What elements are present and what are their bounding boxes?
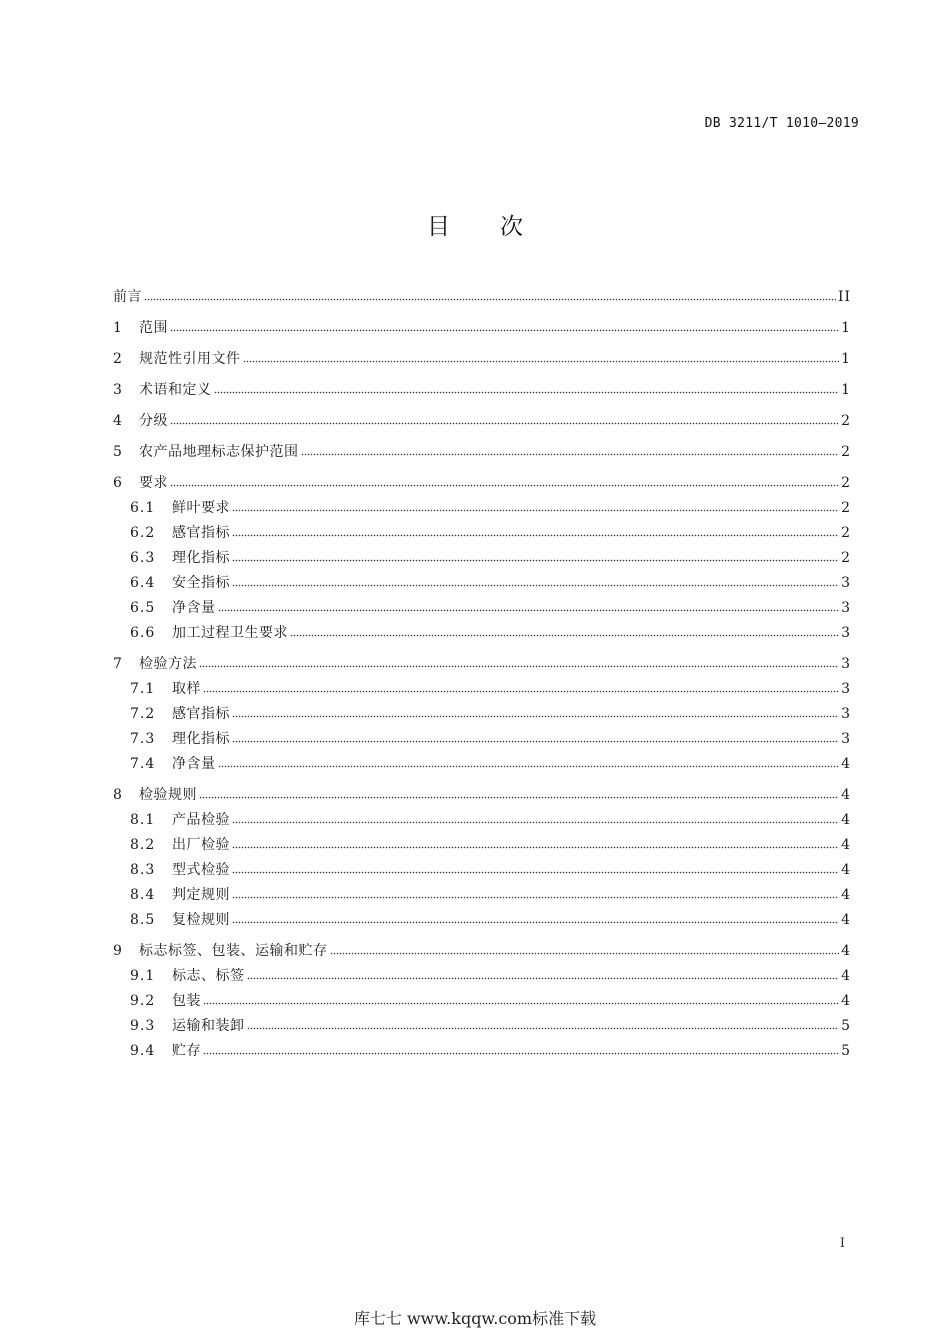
toc-entry[interactable] — [113, 349, 851, 374]
page-number: I — [839, 1236, 845, 1251]
toc-entry-number: 6.2 — [130, 525, 156, 541]
toc-entry-page: II — [837, 289, 851, 305]
toc-entry-page: 4 — [841, 887, 851, 903]
toc-entry-label: 净含量 — [172, 600, 216, 616]
toc-entry[interactable] — [113, 991, 851, 1016]
toc-entry-number: 8.5 — [130, 912, 156, 928]
toc-dot-leader — [232, 860, 839, 874]
toc-entry-label: 安全指标 — [172, 575, 230, 591]
toc-entry-label: 检验规则 — [139, 787, 197, 803]
toc-entry[interactable] — [113, 654, 851, 679]
toc-entry-page: 4 — [841, 837, 851, 853]
toc-entry[interactable] — [113, 754, 851, 779]
toc-entry-page: 2 — [841, 525, 851, 541]
toc-entry-number: 7.2 — [130, 706, 156, 722]
toc-entry-page: 5 — [841, 1018, 851, 1034]
toc-entry-number: 9 — [113, 943, 123, 959]
toc-entry[interactable] — [113, 704, 851, 729]
toc-entry-page: 1 — [841, 320, 851, 336]
toc-dot-leader — [247, 1016, 840, 1030]
toc-entry-number: 9.4 — [130, 1043, 156, 1059]
toc-entry-page: 3 — [841, 706, 851, 722]
toc-entry[interactable] — [113, 411, 851, 436]
toc-entry-page: 3 — [841, 681, 851, 697]
toc-entry-label: 判定规则 — [172, 887, 230, 903]
toc-entry[interactable] — [113, 1016, 851, 1041]
toc-entry[interactable] — [113, 548, 851, 573]
toc-dot-leader — [170, 318, 839, 332]
toc-entry-label: 鲜叶要求 — [172, 500, 230, 516]
toc-entry-page: 4 — [841, 787, 851, 803]
toc-entry-page: 4 — [841, 756, 851, 772]
toc-entry-page: 3 — [841, 656, 851, 672]
toc-entry-number: 6.3 — [130, 550, 156, 566]
toc-entry[interactable] — [113, 941, 851, 966]
toc-dot-leader — [199, 785, 839, 799]
toc-dot-leader — [203, 1041, 839, 1055]
toc-dot-leader — [170, 411, 839, 425]
toc-entry-page: 1 — [841, 382, 851, 398]
toc-entry-page: 1 — [841, 351, 851, 367]
toc-entry-number: 8.1 — [130, 812, 156, 828]
toc-dot-leader — [170, 473, 839, 487]
toc-entry[interactable] — [113, 623, 851, 648]
toc-entry[interactable] — [113, 498, 851, 523]
toc-dot-leader — [232, 885, 839, 899]
toc-entry-label: 前言 — [113, 289, 142, 305]
toc-dot-leader — [218, 598, 840, 612]
toc-entry-label: 包装 — [172, 993, 201, 1009]
document-code: DB 3211/T 1010—2019 — [704, 116, 859, 131]
toc-entry-page: 3 — [841, 575, 851, 591]
toc-entry-page: 4 — [841, 912, 851, 928]
toc-dot-leader — [218, 754, 840, 768]
toc-dot-leader — [232, 573, 839, 587]
toc-entry-label: 加工过程卫生要求 — [172, 625, 288, 641]
table-of-contents — [113, 287, 851, 1066]
toc-entry-label: 型式检验 — [172, 862, 230, 878]
toc-dot-leader — [232, 729, 839, 743]
toc-entry-label: 术语和定义 — [139, 382, 212, 398]
toc-entry-page: 4 — [841, 862, 851, 878]
toc-entry[interactable] — [113, 885, 851, 910]
toc-entry-page: 4 — [841, 943, 851, 959]
toc-dot-leader — [203, 991, 839, 1005]
toc-entry[interactable] — [113, 380, 851, 405]
toc-entry-page: 2 — [841, 475, 851, 491]
toc-entry[interactable] — [113, 810, 851, 835]
toc-entry[interactable] — [113, 442, 851, 467]
toc-entry-label: 检验方法 — [139, 656, 197, 672]
toc-entry-number: 7.4 — [130, 756, 156, 772]
toc-entry-page: 5 — [841, 1043, 851, 1059]
toc-entry[interactable] — [113, 860, 851, 885]
toc-entry-label: 理化指标 — [172, 550, 230, 566]
toc-entry-number: 6.5 — [130, 600, 156, 616]
toc-dot-leader — [330, 941, 840, 955]
toc-dot-leader — [144, 287, 836, 301]
toc-entry-label: 贮存 — [172, 1043, 201, 1059]
toc-entry-page: 4 — [841, 993, 851, 1009]
toc-dot-leader — [203, 679, 839, 693]
toc-entry-number: 2 — [113, 351, 123, 367]
toc-entry-page: 2 — [841, 500, 851, 516]
toc-entry-number: 1 — [113, 320, 123, 336]
toc-entry-label: 范围 — [139, 320, 168, 336]
toc-dot-leader — [243, 349, 840, 363]
toc-entry[interactable] — [113, 1041, 851, 1066]
toc-entry-number: 9.2 — [130, 993, 156, 1009]
toc-entry[interactable] — [113, 598, 851, 623]
toc-entry[interactable] — [113, 473, 851, 498]
toc-entry-label: 规范性引用文件 — [139, 351, 241, 367]
toc-entry[interactable] — [113, 966, 851, 991]
toc-entry-page: 3 — [841, 600, 851, 616]
toc-entry-label: 产品检验 — [172, 812, 230, 828]
toc-entry-label: 取样 — [172, 681, 201, 697]
toc-entry-number: 3 — [113, 382, 123, 398]
toc-dot-leader — [214, 380, 840, 394]
toc-entry-number: 6 — [113, 475, 123, 491]
toc-dot-leader — [232, 810, 839, 824]
toc-entry-label: 分级 — [139, 413, 168, 429]
toc-entry-number: 4 — [113, 413, 123, 429]
toc-dot-leader — [232, 910, 839, 924]
toc-entry-page: 2 — [841, 413, 851, 429]
toc-entry-label: 标志标签、包装、运输和贮存 — [139, 943, 328, 959]
toc-entry-label: 运输和装卸 — [172, 1018, 245, 1034]
toc-entry[interactable] — [113, 729, 851, 754]
toc-entry-label: 净含量 — [172, 756, 216, 772]
toc-entry[interactable] — [113, 835, 851, 860]
toc-entry-page: 3 — [841, 731, 851, 747]
toc-entry-number: 7.3 — [130, 731, 156, 747]
toc-entry-number: 8.2 — [130, 837, 156, 853]
toc-entry[interactable] — [113, 910, 851, 935]
toc-entry-label: 感官指标 — [172, 706, 230, 722]
toc-entry-number: 9.3 — [130, 1018, 156, 1034]
toc-entry-page: 3 — [841, 625, 851, 641]
toc-entry-label: 出厂检验 — [172, 837, 230, 853]
toc-entry-label: 农产品地理标志保护范围 — [139, 444, 299, 460]
toc-entry-page: 4 — [841, 812, 851, 828]
toc-entry-label: 复检规则 — [172, 912, 230, 928]
toc-entry[interactable] — [113, 785, 851, 810]
toc-entry-label: 感官指标 — [172, 525, 230, 541]
toc-dot-leader — [232, 704, 839, 718]
toc-entry[interactable] — [113, 573, 851, 598]
toc-dot-leader — [247, 966, 840, 980]
toc-dot-leader — [301, 442, 840, 456]
toc-entry[interactable] — [113, 679, 851, 704]
toc-dot-leader — [232, 835, 839, 849]
toc-entry[interactable] — [113, 523, 851, 548]
toc-entry-number: 8.3 — [130, 862, 156, 878]
toc-dot-leader — [232, 523, 839, 537]
toc-dot-leader — [232, 498, 839, 512]
footer-watermark: 库七七 www.kqqw.com标准下载 — [353, 1309, 597, 1328]
toc-entry-number: 5 — [113, 444, 123, 460]
toc-entry-number: 7.1 — [130, 681, 156, 697]
toc-entry-number: 6.1 — [130, 500, 156, 516]
toc-entry-label: 要求 — [139, 475, 168, 491]
toc-dot-leader — [232, 548, 839, 562]
toc-entry-number: 9.1 — [130, 968, 156, 984]
toc-entry[interactable] — [113, 287, 851, 312]
toc-dot-leader — [199, 654, 839, 668]
toc-entry-page: 2 — [841, 444, 851, 460]
toc-entry-number: 6.4 — [130, 575, 156, 591]
toc-entry-number: 7 — [113, 656, 123, 672]
toc-entry-number: 8.4 — [130, 887, 156, 903]
toc-entry-label: 标志、标签 — [172, 968, 245, 984]
toc-entry-number: 6.6 — [130, 625, 156, 641]
toc-entry[interactable] — [113, 318, 851, 343]
page-title: 目次 — [427, 214, 573, 240]
toc-entry-page: 2 — [841, 550, 851, 566]
toc-entry-number: 8 — [113, 787, 123, 803]
toc-entry-label: 理化指标 — [172, 731, 230, 747]
toc-dot-leader — [290, 623, 839, 637]
toc-entry-page: 4 — [841, 968, 851, 984]
